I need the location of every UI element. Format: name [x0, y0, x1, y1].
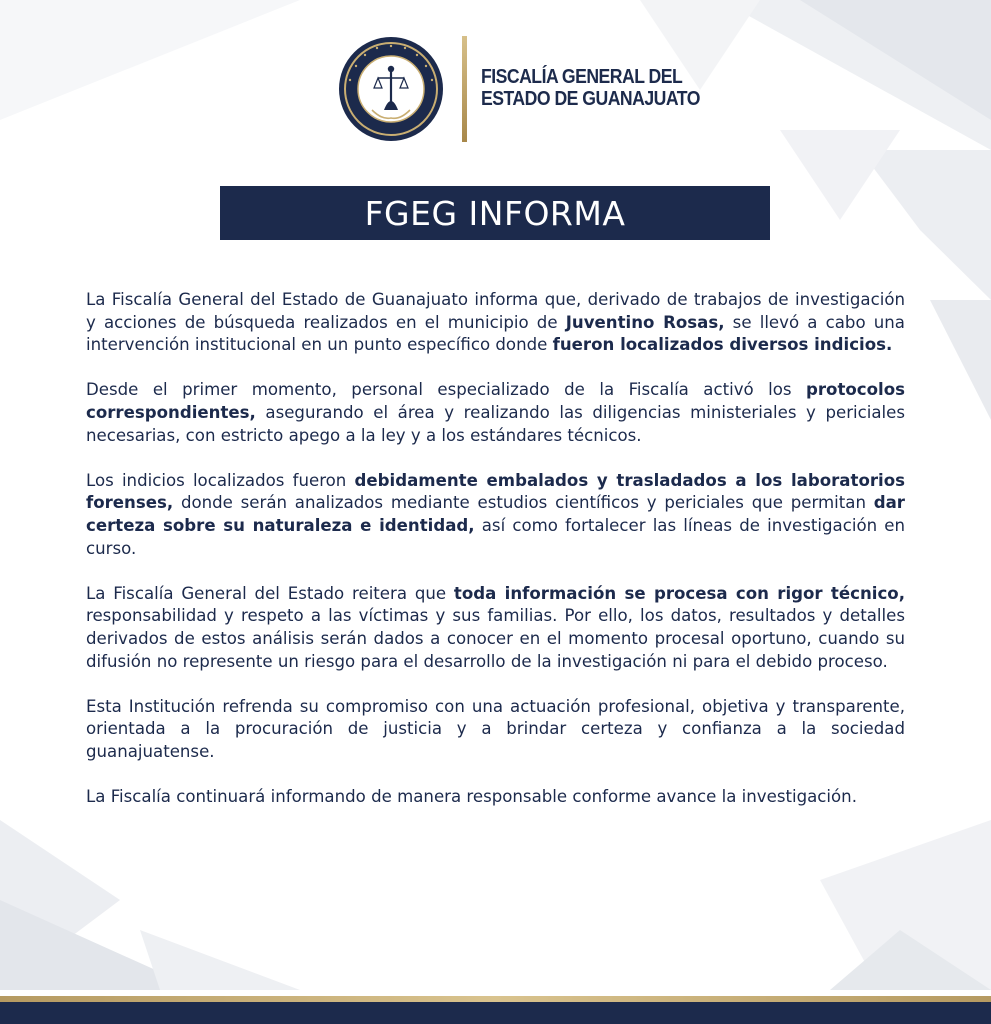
text: La Fiscalía General del Estado de Guanajuato informa que, derivado de trabajos de investigación y acciones de búsqueda realizados en el municipio de	[86, 290, 905, 332]
fgeg-seal-icon	[338, 36, 444, 142]
paragraph-3	[86, 470, 905, 560]
text: donde serán analizados mediante estudios científicos y periciales que permitan	[173, 493, 874, 513]
text: asegurando el área y realizando las diligencias ministeriales y periciales necesarias, con estricto apego a la ley y a los estándares técnicos.	[86, 402, 905, 445]
paragraph-4	[86, 583, 905, 673]
text: Desde el primer momento, personal especializado de la Fiscalía activó los	[86, 380, 806, 400]
organization-name-line2: ESTADO DE GUANAJUATO	[481, 87, 700, 110]
header-logo	[338, 36, 700, 146]
page-title: FGEG INFORMA	[220, 186, 770, 240]
press-release-body	[86, 289, 905, 831]
text: responsabilidad y respeto a las víctimas y sus familias. Por ello, los datos, resultados y detalles derivados de estos análisis serán dados a conocer en el momento procesal oportuno, cuando su difusión no represente un riesgo para el desarrollo de la investigación ni para el debido proceso.	[86, 606, 905, 671]
text: La Fiscalía continuará informando de manera responsable conforme avance la investigación.	[86, 787, 857, 807]
footer-navy-band	[0, 1002, 991, 1024]
text: se llevó a cabo una intervención institucional en un punto específico donde	[86, 312, 905, 355]
bold-text: protocolos correspondientes,	[86, 380, 905, 422]
organization-name-line1: FISCALÍA GENERAL DEL	[481, 65, 683, 88]
bold-text: Juventino Rosas,	[565, 312, 725, 332]
bold-text: toda información se procesa con rigor técnico,	[453, 583, 906, 603]
paragraph-2	[86, 379, 905, 447]
bold-text: fueron localizados diversos indicios.	[552, 335, 893, 355]
organization-name	[481, 66, 700, 110]
text: Los indicios localizados fueron	[86, 470, 355, 490]
text: así como fortalecer las líneas de investigación en curso.	[86, 515, 905, 558]
bold-text: dar certeza sobre su naturaleza e identidad,	[86, 493, 905, 535]
paragraph-6	[86, 786, 905, 809]
paragraph-1	[86, 289, 905, 357]
paragraph-5	[86, 696, 905, 764]
text: Esta Institución refrenda su compromiso con una actuación profesional, objetiva y transparente, orientada a la procuración de justicia y a brindar certeza y confianza a la sociedad guanajuatense.	[86, 696, 905, 761]
text: La Fiscalía General del Estado reitera que	[86, 583, 454, 603]
header-gold-divider	[462, 36, 467, 142]
bold-text: debidamente embalados y trasladados a los laboratorios forenses,	[86, 470, 905, 513]
